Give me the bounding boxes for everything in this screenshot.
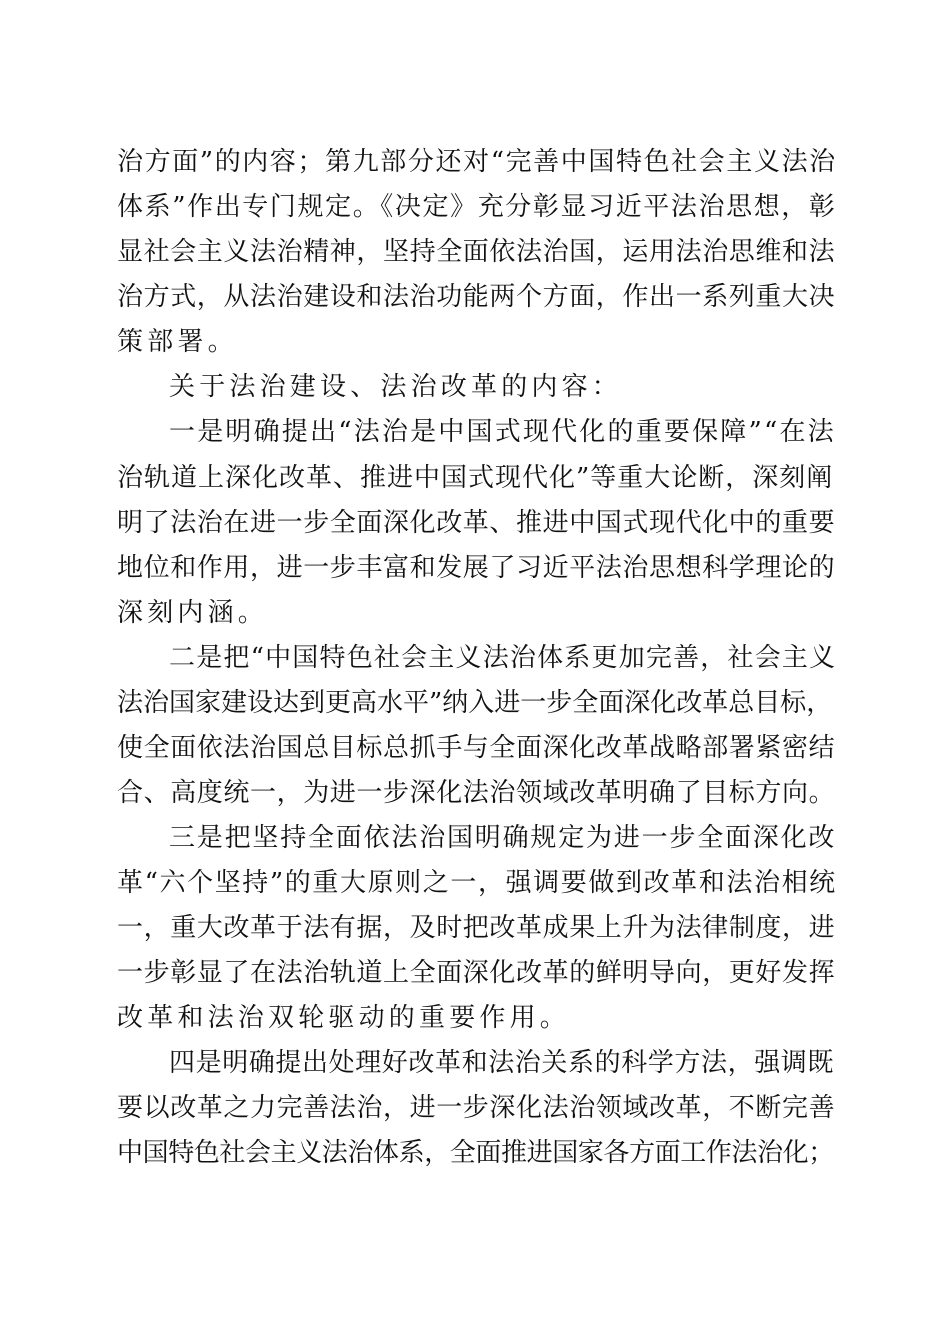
text-line: 策部署。 <box>117 327 238 357</box>
text-line: 法治国家建设达到更高水平”纳入进一步全面深化改革总目标， <box>117 688 833 718</box>
text-line: 一步彰显了在法治轨道上全面深化改革的鲜明导向，更好发挥 <box>117 958 836 988</box>
text-line: 治方式，从法治建设和法治功能两个方面，作出一系列重大决 <box>117 282 836 312</box>
text-line: 使全面依法治国总目标总抓手与全面深化改革战略部署紧密结 <box>117 733 836 763</box>
text-line: 改革和法治双轮驱动的重要作用。 <box>117 1003 571 1033</box>
text-line: 显社会主义法治精神，坚持全面依法治国，运用法治思维和法 <box>117 237 836 267</box>
text-line: 中国特色社会主义法治体系，全面推进国家各方面工作法治化； <box>117 1138 834 1168</box>
text-line: 治方面”的内容；第九部分还对“完善中国特色社会主义法治 <box>117 147 837 177</box>
text-line: 一是明确提出“法治是中国式现代化的重要保障”“在法 <box>169 417 836 447</box>
text-line: 关于法治建设、法治改革的内容： <box>169 372 623 402</box>
text-line: 三是把坚持全面依法治国明确规定为进一步全面深化改 <box>169 823 837 853</box>
text-line: 合、高度统一，为进一步深化法治领域改革明确了目标方向。 <box>117 778 836 808</box>
text-line: 一，重大改革于法有据，及时把改革成果上升为法律制度，进 <box>117 913 836 943</box>
text-line: 二是把“中国特色社会主义法治体系更加完善，社会主义 <box>169 643 837 673</box>
text-line: 明了法治在进一步全面深化改革、推进中国式现代化中的重要 <box>117 508 836 538</box>
text-line: 治轨道上深化改革、推进中国式现代化”等重大论断，深刻阐 <box>117 463 834 493</box>
text-line: 体系”作出专门规定。《决定》充分彰显习近平法治思想，彰 <box>117 192 837 222</box>
text-line: 深刻内涵。 <box>117 598 269 628</box>
text-line: 地位和作用，进一步丰富和发展了习近平法治思想科学理论的 <box>117 553 836 583</box>
text-line: 四是明确提出处理好改革和法治关系的科学方法，强调既 <box>169 1048 835 1078</box>
text-line: 要以改革之力完善法治，进一步深化法治领域改革，不断完善 <box>117 1093 836 1123</box>
text-line: 革“六个坚持”的重大原则之一，强调要做到改革和法治相统 <box>117 868 837 898</box>
